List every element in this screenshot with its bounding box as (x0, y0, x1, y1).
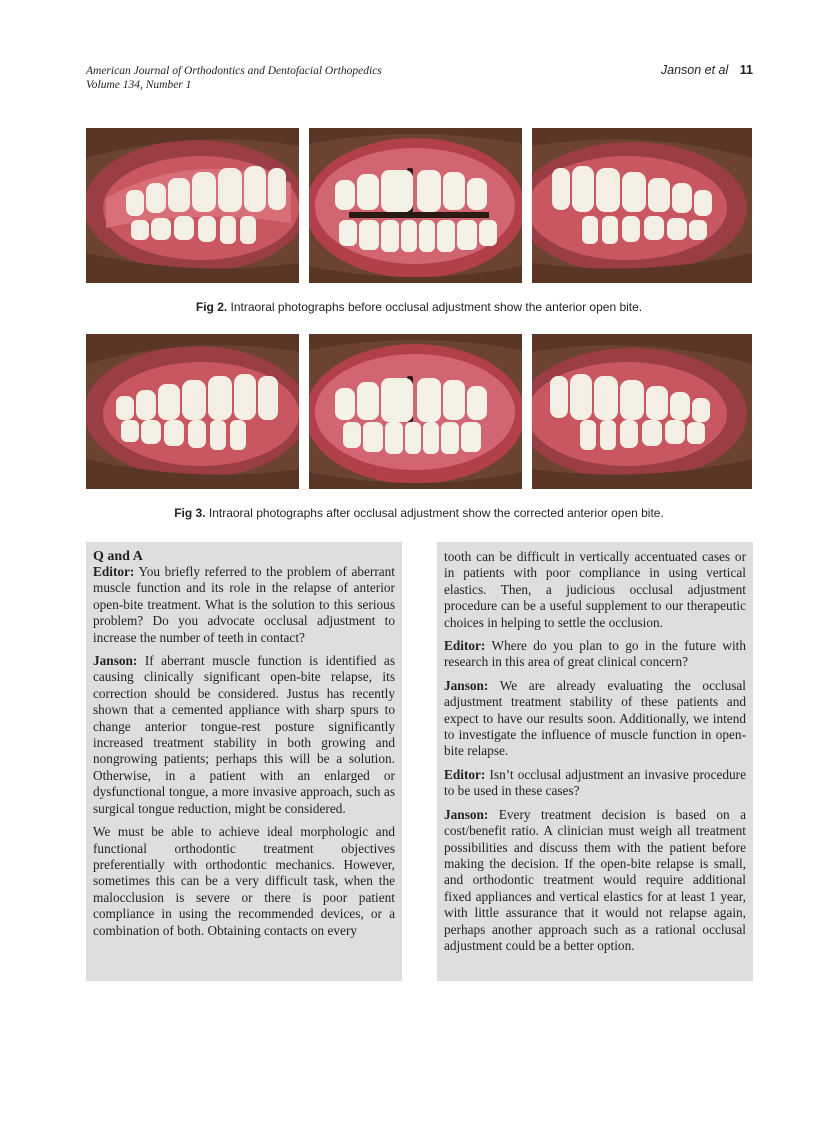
fig2-label: Fig 2. (195, 300, 228, 314)
fig3-caption (0, 506, 838, 520)
qa-paragraph (444, 678, 746, 760)
speaker-label: Editor: (93, 564, 135, 579)
qa-paragraph (444, 638, 746, 671)
intraoral-photo-image (309, 128, 522, 283)
qa-left-column (86, 542, 402, 981)
qa-right-column (437, 542, 753, 981)
intraoral-photo-image (86, 334, 299, 489)
intraoral-photo-image (86, 128, 299, 283)
paragraph-text: If aberrant muscle function is identified as causing clinically significant open-bite relapse, its correction should be considered. Justus has recently shown that a cemented appliance with sharp spurs to change anterior tongue-rest posture significantly increased treatment stability in both growing and nongrowing patients; perhaps this will be a solution. Otherwise, in a patient with an enlarged or dysfunctional tongue, a more invasive approach, such as surgical tongue reduction, might be considered. (93, 653, 395, 816)
journal-name: American Journal of Orthodontics and Dentofacial Orthopedics (86, 65, 382, 77)
fig3-label: Fig 3. (174, 506, 206, 520)
speaker-label: Editor: (444, 766, 486, 782)
intraoral-photo-image (532, 334, 752, 489)
fig3-photo-frontal (309, 334, 522, 489)
fig2-caption (0, 300, 838, 314)
intraoral-photo-image (309, 334, 522, 489)
qa-paragraph (93, 564, 395, 646)
running-head (661, 63, 753, 77)
fig2-photo-right-lateral (86, 128, 299, 283)
journal-volume: Volume 134, Number 1 (86, 79, 192, 91)
qa-paragraph (93, 824, 395, 939)
page-number: 11 (739, 63, 753, 77)
fig2-photo-left-lateral (532, 128, 752, 283)
fig3-caption-text: Intraoral photographs after occlusal adjustment show the corrected anterior open bite. (208, 506, 664, 520)
qa-paragraph (93, 653, 395, 817)
speaker-label: Janson: (444, 806, 489, 822)
journal-title (86, 64, 382, 92)
speaker-label: Janson: (93, 653, 138, 669)
running-head-authors: Janson et al (660, 63, 729, 77)
paragraph-text: Where do you plan to go in the future with research in this area of great clinical concern? (444, 638, 746, 670)
qa-heading: Q and A (93, 549, 143, 564)
speaker-label: Janson: (444, 677, 489, 693)
fig3-photo-left-lateral (532, 334, 752, 489)
paragraph-text: You briefly referred to the problem of aberrant muscle function and its role in the relapse of anterior open-bite treatment. What is the solution to this serious problem? Do you advocate occlusal adjustment to increase the number of teeth in contact? (93, 564, 395, 645)
paragraph-text: Isn’t occlusal adjustment an invasive procedure to be used in these cases? (444, 766, 746, 799)
qa-paragraph (444, 549, 746, 631)
qa-paragraph (444, 767, 746, 800)
paragraph-text: We are already evaluating the occlusal adjustment treatment stability of these patients and expect to have our results soon. Additionally, we intend to investigate the influence of muscle function in open-bite relapse. (444, 677, 746, 759)
speaker-label: Editor: (444, 638, 486, 654)
qa-paragraph (444, 807, 746, 955)
paragraph-text: We must be able to achieve ideal morphologic and functional orthodontic treatment objectives preferentially with orthodontic mechanics. However, sometimes this can be a very difficult task, when the malocclusion is severe or there is poor patient compliance in using the recommended devices, or a combination of both. Obtaining contacts on every (93, 824, 395, 938)
fig3-photo-right-lateral (86, 334, 299, 489)
intraoral-photo-image (532, 128, 752, 283)
paragraph-text: Every treatment decision is based on a cost/benefit ratio. A clinician must weigh all treatment possibilities and discuss them with the patient before making the decision. If the open-bite relapse is small, and orthodontic treatment would require additional fixed appliances and vertical elastics for at least 1 year, with little assurance that it would not relapse again, perhaps another approach such as a rational occlusal adjustment could be a better option. (444, 806, 746, 953)
paragraph-text: tooth can be difficult in vertically accentuated cases or in patients with poor compliance in using vertical elastics. Then, a judicious occlusal adjustment procedure can be a useful supplement to our therapeutic choices in helping to settle the occlusion. (444, 549, 746, 630)
fig2-caption-text: Intraoral photographs before occlusal adjustment show the anterior open bite. (230, 300, 643, 314)
fig2-photo-frontal (309, 128, 522, 283)
